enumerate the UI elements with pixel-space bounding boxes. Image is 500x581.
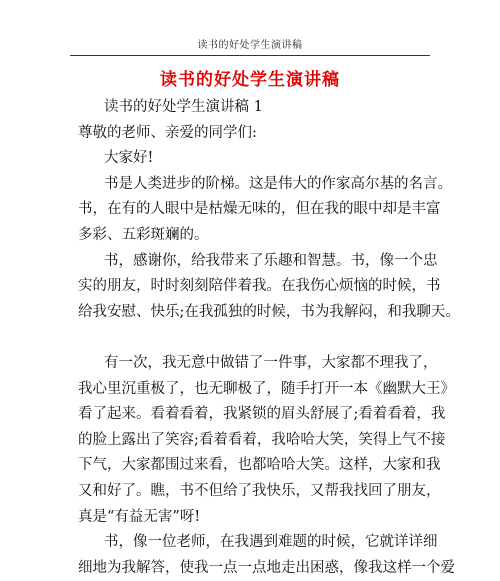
text-line: 多彩、五彩斑斓的。 [78, 226, 209, 243]
text-line: 真是“有益无害”呀! [78, 508, 201, 525]
text-line: 书是人类进步的阶梯。这是伟大的作家高尔基的名言。 [104, 175, 452, 192]
running-header: 读书的好处学生演讲稿 [197, 40, 303, 51]
text-line: 尊敬的老师、亲爱的同学们: [78, 124, 257, 141]
text-line: 下气，大家都围过来看，也都哈哈大笑。这样，大家和我 [78, 457, 441, 474]
text-line: 给我安慰、快乐;在我孤独的时候，书为我解闷，和我聊天。 [78, 303, 460, 320]
text-line: 大家好! [104, 150, 154, 167]
text-line: 看了起来。看着看着，我紧锁的眉头舒展了;看着看着，我 [78, 406, 446, 423]
header-rule [70, 55, 430, 56]
document-body [78, 95, 460, 581]
text-line: 书，在有的人眼中是枯燥无味的，但在我的眼中却是丰富 [78, 201, 441, 218]
text-line: 有一次，我无意中做错了一件事，大家都不理我了， [104, 354, 438, 371]
text-line: 细地为我解答，使我一点一点地走出困惑，像我这样一个爱 [78, 559, 455, 576]
text-line: 我心里沉重极了，也无聊极了，随手打开一本《幽默大王》 [78, 380, 455, 397]
text-line: 实的朋友，时时刻刻陪伴着我。在我伤心烦恼的时候，书 [78, 278, 441, 295]
text-line: 的脸上露出了笑容;看着看着，我哈哈大笑，笑得上气不接 [78, 431, 446, 448]
text-line: 书，像一位老师，在我遇到难题的时候，它就详详细 [104, 534, 438, 551]
text-line: 又和好了。瞧，书不但给了我快乐，又帮我找回了朋友， [78, 482, 441, 499]
document-title: 读书的好处学生演讲稿 [160, 70, 340, 90]
text-line: 读书的好处学生演讲稿 1 [104, 99, 263, 115]
blank-line [78, 325, 434, 351]
text-line: 书，感谢你，给我带来了乐趣和智慧。书，像一个忠 [104, 252, 438, 269]
